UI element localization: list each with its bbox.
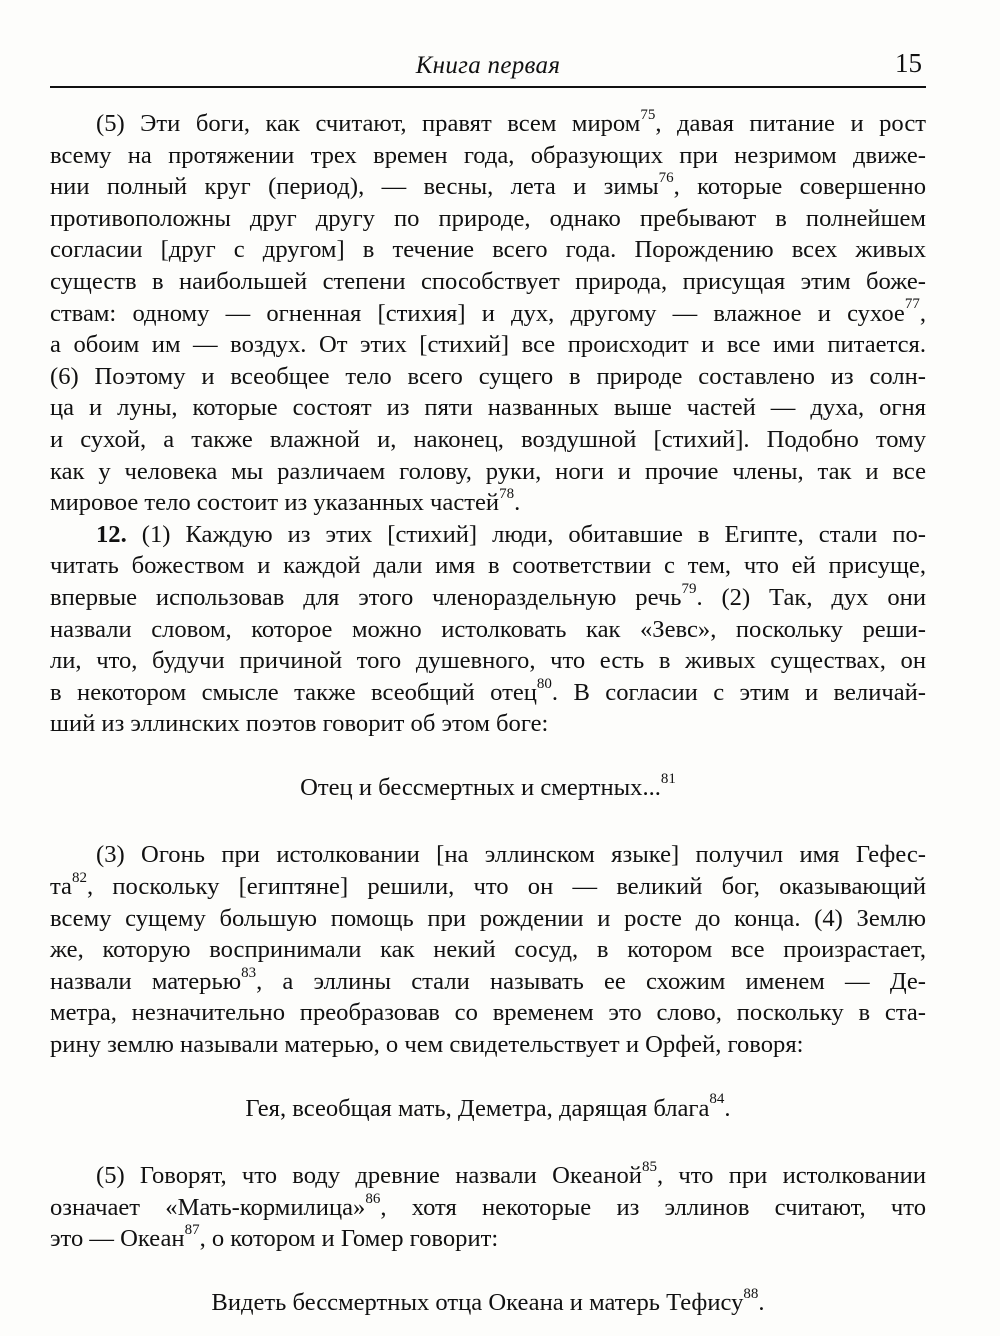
footnote-ref: 80 [536,675,552,692]
text-line: как у человека мы различаем голову, руки, ноги и прочие члены, так и все [50,457,926,485]
page-body [50,108,926,1319]
footnote-ref: 81 [660,770,676,787]
text-line: метра, незначительно преобразовав со временем это слово, поскольку в ста- [50,999,926,1027]
verse-quote: Гея, всеобщая мать, Деметра, дарящая блага$^{84}$. [245,1091,731,1122]
footnote-ref: 86 [365,1190,381,1207]
text-line: ца и луны, которые состоят из пяти названных выше частей — духа, огня [50,394,926,422]
footnote-ref: 75 [640,106,656,123]
text-line: и сухой, а также влажной и, наконец, воздушной [стихий]. Подобно тому [50,425,926,453]
text-line: ли, что, будучи причиной того душевного, что есть в живых существах, он [50,647,926,675]
text-line: противоположны друг другу по природе, однако пребывают в полнейшем [50,204,926,232]
text-line: (5) Эти боги, как считают, правят всем миром$^{75}$, давая питание и рост [96,106,926,137]
text-line: (6) Поэтому и всеобщее тело всего сущего в природе составлено из солн- [50,362,926,390]
text-line: 12. (1) Каждую из этих [стихий] люди, обитавшие в Египте, стали по- [96,520,926,548]
text-line: впервые использовав для этого членораздельную речь$^{79}$. (2) Так, дух они [50,580,926,611]
verse-quote: Видеть бессмертных отца Океана и матерь Тефису$^{88}$. [211,1285,765,1316]
text-line: $та^{82}$, поскольку [египтяне] решили, что он — великий бог, оказывающий [50,869,926,901]
text-line: нии полный круг (период), — весны, лета и зимы$^{76}$, которые совершенно [50,170,926,201]
footnote-ref: 85 [641,1159,657,1176]
paragraph-1 [50,108,926,519]
paragraph-4 [50,1160,926,1255]
paragraph-3 [50,839,926,1060]
text-line: согласии [друг с другом] в течение всего года. Порождению всех живых [50,236,926,264]
page-number: 15 [895,48,922,78]
running-title: Книга первая [415,52,561,79]
text-line: ший из эллинских поэтов говорит об этом боге: [50,710,549,738]
text-line: означает «Мать-кормилица»$^{86}$, хотя некоторые из эллинов считают, что [50,1190,926,1221]
page-header [50,42,926,88]
paragraph-2 [50,519,926,740]
text-line: в некотором смысле также всеобщий отец$^{80}$. В согласии с этим и величай- [50,675,926,706]
text-line: (5) Говорят, что воду древние назвали Океаной$^{85}$, что при истолковании [96,1159,926,1190]
footnote-ref: 83 [241,964,257,981]
text-line: назвали матерью$^{83}$, а эллины стали называть ее схожим именем — Де- [50,964,926,995]
footnote-ref: 77 [904,296,920,313]
footnote-ref: 82 [71,869,87,886]
footnote-ref: 78 [499,485,515,502]
text-line: а обоим им — воздух. От этих [стихий] все происходит и все ими питается. [50,331,926,359]
text-line: рину землю называли матерью, о чем свидетельствует и Орфей, говоря: [50,1031,804,1059]
text-line: это — Океан$^{87}$, о котором и Гомер говорит: [50,1222,499,1253]
text-line: (3) Огонь при истолковании [на эллинском языке] получил имя Гефес- [96,841,926,869]
section-number: 12. [96,520,127,548]
footnote-ref: 79 [681,580,697,597]
verse-quote: Отец и бессмертных и смертных...$^{81}$ [300,770,676,801]
text-line: существ в наибольшей степени способствует природа, присущая этим боже- [50,267,926,295]
text-line: читать божеством и каждой дали имя в соответствии с тем, что ей присуще, [50,552,926,580]
text-line: всему на протяжении трех времен года, образующих при незримом движе- [50,141,926,169]
text-line: же, которую воспринимали как некий сосуд, в котором все произрастает, [50,936,926,964]
text-line: всему сущему большую помощь при рождении и росте до конца. (4) Землю [50,904,926,932]
text-line: назвали словом, которое можно истолковать как «Зевс», поскольку реши- [50,615,926,643]
footnote-ref: 88 [743,1285,759,1302]
footnote-ref: 84 [709,1091,725,1108]
footnote-ref: 76 [658,170,674,186]
footnote-ref: 87 [184,1222,200,1239]
text-line: ствам: одному — огненная [стихия] и дух, другому — влажное и сухое$^{77}$, [50,296,926,327]
text-line: мировое тело состоит из указанных частей$^{78}$. [50,485,521,517]
